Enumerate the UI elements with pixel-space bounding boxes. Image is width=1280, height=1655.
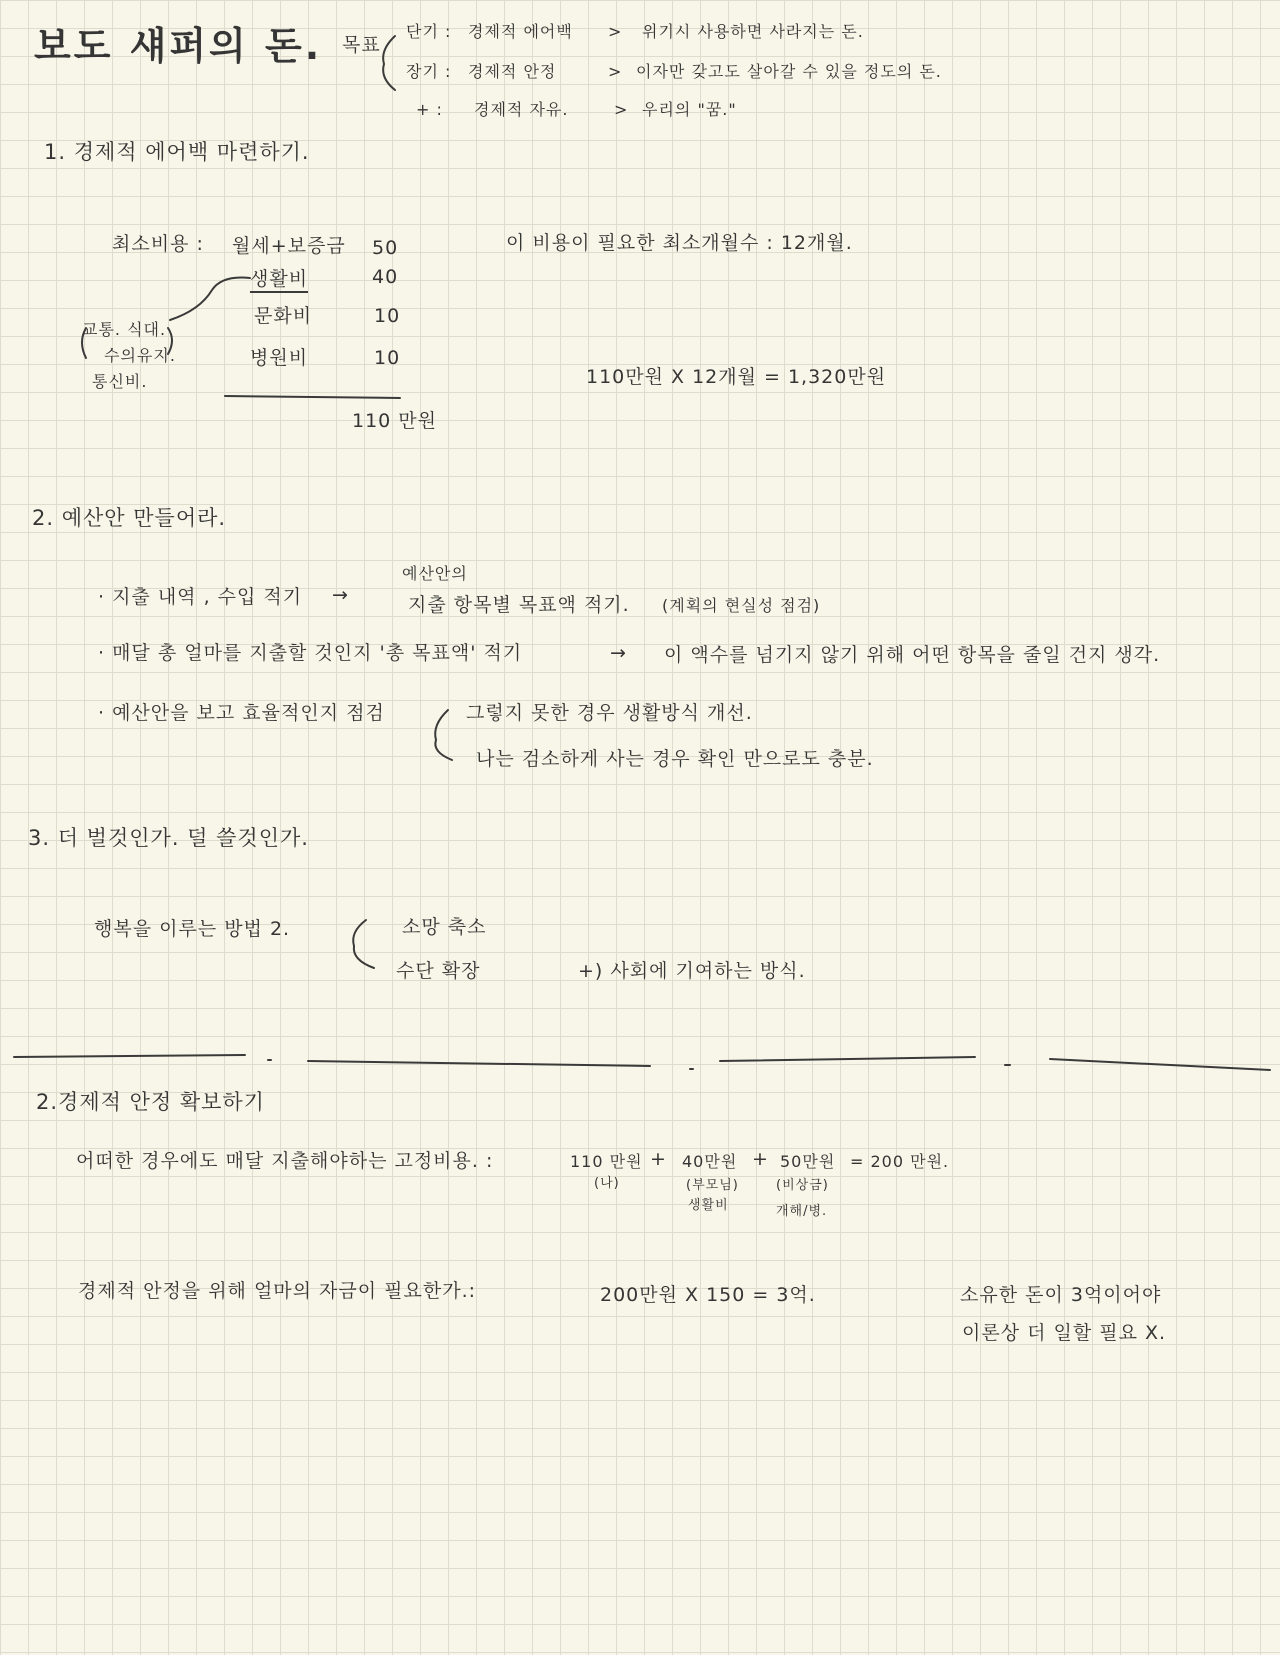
cost-item-amount: 50: [372, 237, 399, 259]
fixed-cost-a: 110 만원: [570, 1152, 643, 1171]
goal-plus-term: + :: [416, 100, 443, 119]
goal-plus-name: 경제적 자유.: [474, 100, 569, 119]
fixed-cost-label: 어떠한 경우에도 매달 지출해야하는 고정비용. :: [76, 1150, 494, 1172]
separator-1: [14, 1055, 245, 1057]
living-note-line: 교통. 식대.: [82, 320, 167, 339]
goal-long-term: 장기 :: [406, 62, 452, 81]
cost-item-name: 병원비: [250, 347, 309, 369]
funds-note-line-2: 이론상 더 일할 필요 X.: [962, 1322, 1167, 1344]
plus-sign: +: [650, 1148, 667, 1170]
cost-item-name: 생활비: [250, 268, 308, 293]
funds-needed-calc: 200만원 X 150 = 3억.: [600, 1284, 816, 1306]
fixed-cost-c: 50만원: [780, 1152, 836, 1171]
cost-total: 110 만원: [352, 410, 438, 432]
budget-bullet-1-right: 지출 항목별 목표액 적기.: [408, 594, 630, 616]
separator-4: [1050, 1059, 1270, 1070]
cost-item-name: 월세+보증금: [232, 235, 346, 257]
goal-short-name: 경제적 에어백: [468, 22, 573, 41]
contribution-note: +) 사회에 기여하는 방식.: [578, 960, 806, 982]
separator-2: [308, 1061, 650, 1066]
fixed-cost-a-note: (나): [594, 1176, 620, 1191]
happiness-way-1: 소망 축소: [402, 916, 487, 938]
b3-brace: [435, 710, 452, 760]
happiness-way-2: 수단 확장: [396, 960, 481, 982]
fixed-cost-b-note: 생활비: [688, 1198, 729, 1213]
living-connector: [170, 278, 250, 321]
cost-item-amount: 10: [374, 305, 401, 327]
goal-long-name: 경제적 안정: [468, 62, 557, 81]
budget-bullet-3-b: 나는 검소하게 사는 경우 확인 만으로도 충분.: [476, 748, 874, 770]
fixed-cost-c-note: (비상금): [776, 1178, 829, 1193]
living-note-line: 수의유지.: [104, 346, 176, 365]
plus-sign: +: [752, 1148, 769, 1170]
goal-short-term: 단기 :: [406, 22, 452, 41]
section1-heading: 1. 경제적 에어백 마련하기.: [44, 140, 310, 164]
goals-label: 목표: [342, 34, 381, 56]
goals-brace: [383, 36, 395, 90]
goal-long-arrow: >: [608, 62, 623, 81]
budget-bullet-3: · 예산안을 보고 효율적인지 점검: [98, 702, 385, 724]
page-title: 보도 섀퍼의 돈.: [34, 24, 323, 68]
goal-short-desc: 위기시 사용하면 사라지는 돈.: [642, 22, 864, 41]
arrow-icon: →: [610, 642, 627, 664]
happiness-ways-label: 행복을 이루는 방법 2.: [94, 918, 291, 940]
budget-bullet-1-top: 예산안의: [402, 564, 468, 583]
total-line: [225, 396, 400, 398]
fixed-cost-result: = 200 만원.: [850, 1152, 950, 1171]
section2-heading: 2. 예산안 만들어라.: [32, 506, 227, 530]
ways-brace: [353, 920, 374, 968]
arrow-icon: →: [332, 584, 349, 606]
budget-bullet-2: · 매달 총 얼마를 지출할 것인지 '총 목표액' 적기: [98, 642, 523, 664]
months-needed: 이 비용이 필요한 최소개월수 : 12개월.: [506, 232, 853, 254]
section4-heading: 2.경제적 안정 확보하기: [36, 1090, 265, 1114]
goal-plus-desc: 우리의 "꿈.": [642, 100, 737, 119]
airbag-calc: 110만원 X 12개월 = 1,320만원: [586, 366, 887, 388]
living-note-line: 통신비.: [92, 372, 148, 391]
fixed-cost-c-note: 개해/병.: [776, 1204, 828, 1219]
fixed-cost-b: 40만원: [682, 1152, 738, 1171]
separator-3: [720, 1057, 975, 1061]
goal-short-arrow: >: [608, 22, 623, 41]
funds-needed-label: 경제적 안정을 위해 얼마의 자금이 필요한가.:: [78, 1280, 477, 1302]
fixed-cost-b-note: (부모님): [686, 1178, 739, 1193]
cost-item-amount: 10: [374, 347, 401, 369]
section3-heading: 3. 더 벌것인가. 덜 쓸것인가.: [28, 826, 309, 850]
min-cost-label: 최소비용 :: [112, 233, 204, 255]
budget-bullet-2-right: 이 액수를 넘기지 않기 위해 어떤 항목을 줄일 건지 생각.: [664, 644, 1161, 666]
budget-bullet-3-a: 그렇지 못한 경우 생활방식 개선.: [466, 702, 753, 724]
cost-item-amount: 40: [372, 266, 399, 288]
funds-note-line-1: 소유한 돈이 3억이어야: [960, 1284, 1162, 1306]
goal-plus-arrow: >: [614, 100, 629, 119]
budget-bullet-1-paren: (계획의 현실성 점검): [662, 596, 821, 615]
budget-bullet-1: · 지출 내역 , 수입 적기: [98, 586, 303, 608]
goal-long-desc: 이자만 갖고도 살아갈 수 있을 정도의 돈.: [636, 62, 942, 81]
cost-item-name: 문화비: [254, 305, 313, 327]
